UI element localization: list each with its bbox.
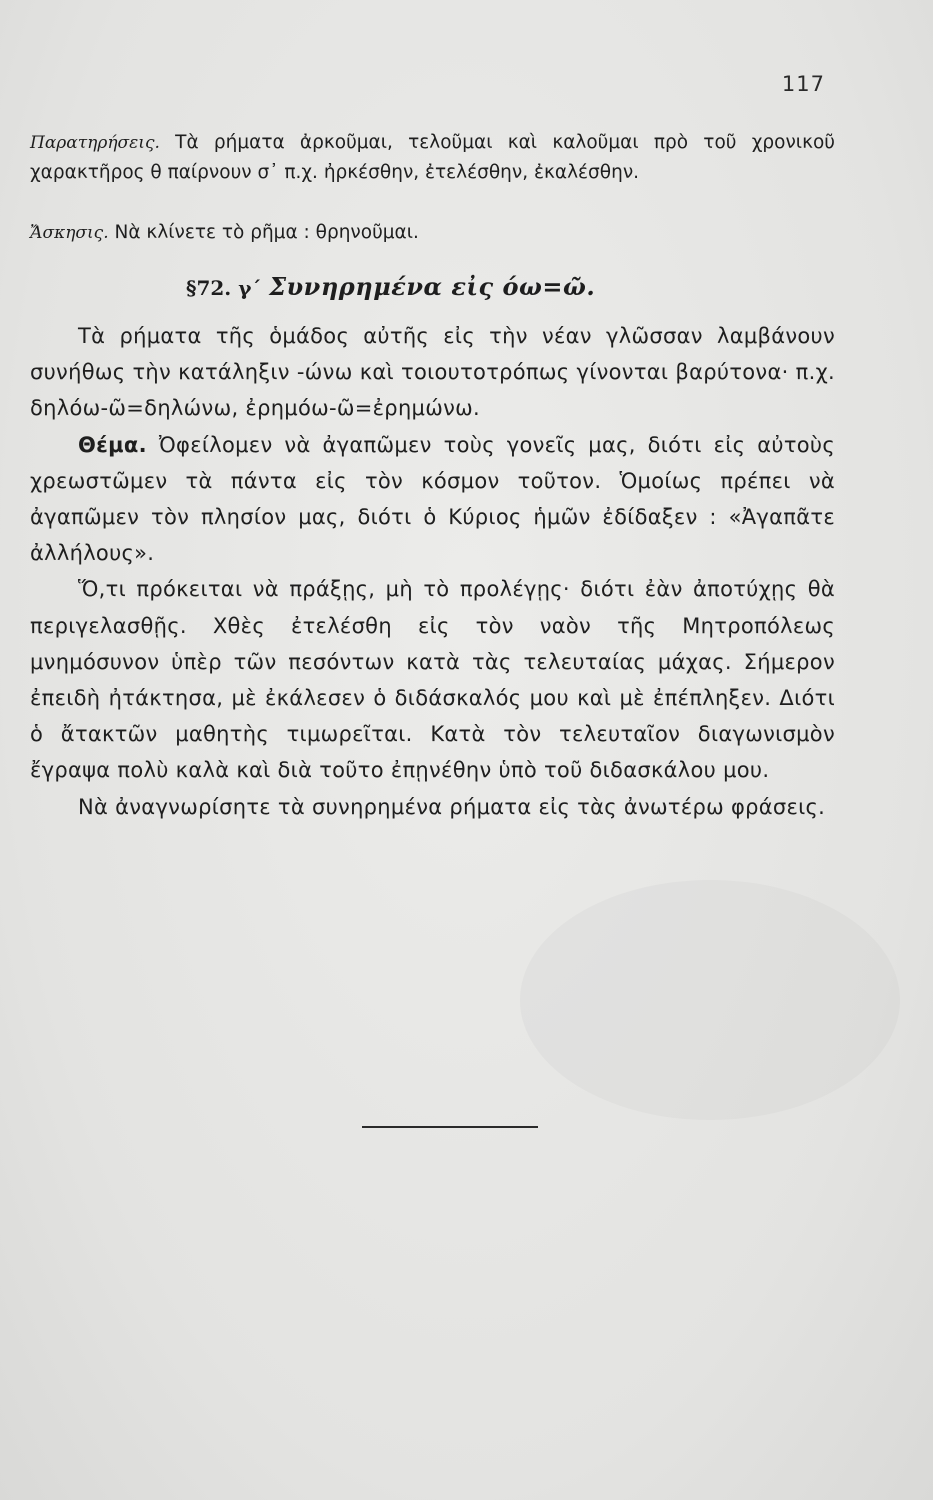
second-paragraph: Ὅ,τι πρόκειται νὰ πράξῃς, μὴ τὸ προλέγῃς· διότι ἐὰν ἀποτύχῃς θὰ περιγελασθῇς. Χθὲς ἐτελέσθη εἰς τὸν ναὸν τῆς Μητροπόλεως μνημόσυνον ὑπὲρ τῶν πεσόντων κατὰ τὰς τελευταίας μάχας. Σήμερον ἐπειδὴ ἠτάκτησα, μὲ ἐκάλεσεν ὁ διδάσκαλός μου καὶ μὲ ἐπέπληξεν. Διότι ὁ ἄτακτῶν μαθητὴς τιμωρεῖται. Κατὰ τὸν τελευταῖον διαγωνισμὸν ἔγραψα πολὺ καλὰ καὶ διὰ τοῦτο ἐπῃνέθην ὑπὸ τοῦ διδασκάλου μου. [30, 577, 835, 783]
exercise-label: Ἄσκησις. [30, 223, 109, 243]
exercise-text: Νὰ κλίνετε τὸ ρῆμα : θρηνοῦμαι. [114, 222, 419, 243]
page-number: 117 [781, 72, 825, 96]
remarks-text: Τὰ ρήματα ἀρκοῦμαι, τελοῦμαι καὶ καλοῦμαι πρὸ τοῦ χρονικοῦ χαρακτῆρος θ παίρνουν σ᾽ π.χ. ἠρκέσθην, ἐτελέσθην, ἐκαλέσθην. [30, 132, 835, 183]
remarks-label: Παρατηρήσεις. [30, 133, 160, 153]
task-paragraph: Νὰ ἀναγνωρίσητε τὰ συνηρημένα ρήματα εἰς τὰς ἀνωτέρω φράσεις. [78, 794, 826, 819]
theme-paragraph [30, 427, 835, 572]
theme-label: Θέμα. [78, 432, 147, 457]
section-heading [186, 272, 595, 301]
remarks-note [30, 128, 835, 188]
section-number: §72. γ΄ [186, 276, 262, 300]
intro-paragraph: Τὰ ρήματα τῆς ὁμάδος αὐτῆς εἰς τὴν νέαν γλῶσσαν λαμβάνουν συνήθως τὴν κατάληξιν -ώνω καὶ τοιουτοτρόπως γίνονται βαρύτονα· π.χ. δηλόω-ῶ=δηλώνω, ἐρημόω-ῶ=ἐρημώνω. [30, 324, 835, 421]
bleed-through-shadow [520, 880, 900, 1120]
theme-text: Ὀφείλομεν νὰ ἀγαπῶμεν τοὺς γονεῖς μας, διότι εἰς αὐτοὺς χρεωστῶμεν τὰ πάντα εἰς τὸν κόσμον τοῦτον. Ὁμοίως πρέπει νὰ ἀγαπῶμεν τὸν πλησίον μας, διότι ὁ Κύριος ἡμῶν ἐδίδαξεν : «Ἀγαπᾶτε ἀλλήλους». [30, 432, 835, 566]
exercise-note [30, 218, 835, 248]
section-title: Συνηρημένα εἰς όω=ῶ. [269, 272, 596, 301]
end-rule [362, 1126, 538, 1128]
main-text [30, 318, 835, 825]
